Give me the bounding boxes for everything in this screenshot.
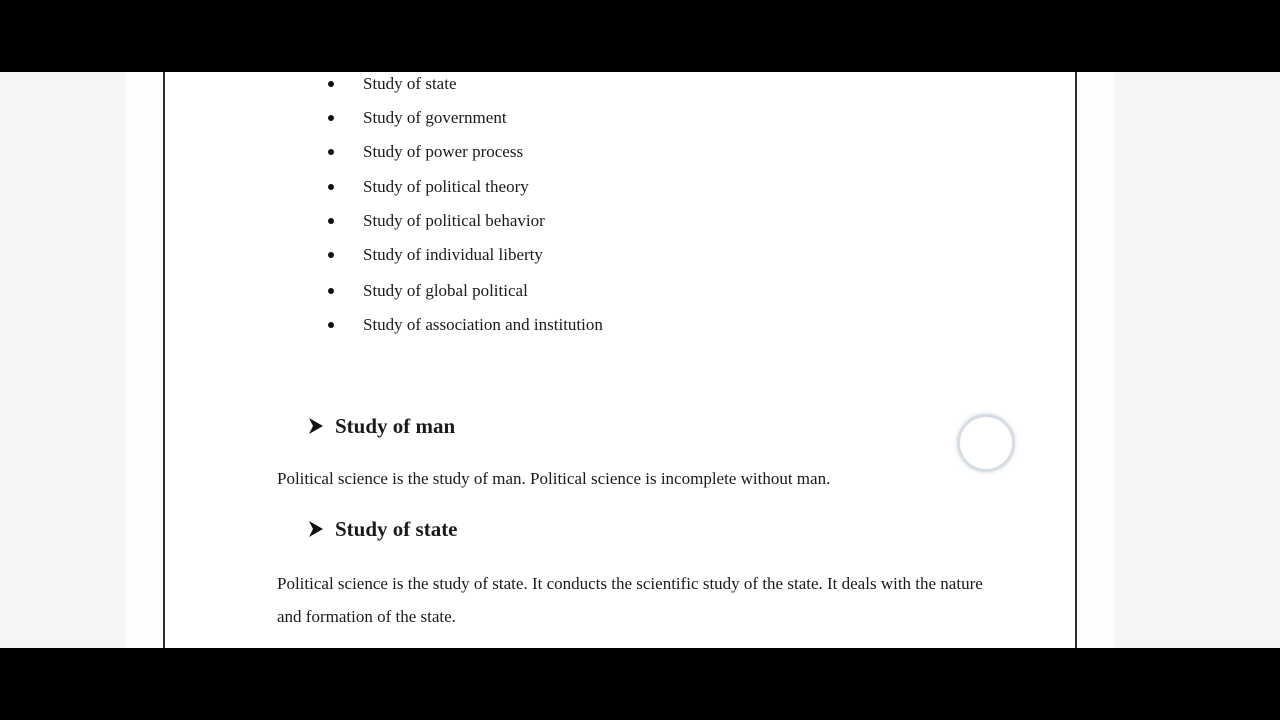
document-viewport[interactable] (0, 72, 1280, 648)
list-item-text: Study of individual liberty (363, 245, 543, 264)
bullet-icon (328, 184, 334, 190)
gutter-right (1114, 72, 1280, 648)
arrowhead-right-icon (308, 520, 324, 538)
section-heading-text: Study of state (335, 517, 458, 541)
arrowhead-right-icon (308, 417, 324, 435)
letterbox-top (0, 0, 1280, 72)
list-item-text: Study of power process (363, 142, 524, 161)
document-page (163, 72, 1077, 648)
list-item-text: Study of state (363, 74, 457, 93)
list-item-text: Study of association and institution (363, 315, 603, 334)
bullet-icon (328, 322, 334, 328)
touch-ring-icon (957, 414, 1015, 472)
bullet-icon (328, 252, 334, 258)
list-item-text: Study of global political (363, 281, 528, 300)
bullet-icon (328, 115, 334, 121)
section-paragraph: Political science is the study of state. It conducts the scientific study of the state. It deals with the nature and formation of the state. (277, 574, 983, 626)
bullet-icon (328, 218, 334, 224)
list-item-text: Study of political theory (363, 177, 529, 196)
gutter-left (0, 72, 125, 648)
section-paragraph: Political science is the study of man. Political science is incomplete without man. (277, 469, 831, 488)
bullet-icon (328, 149, 334, 155)
list-item-text: Study of political behavior (363, 211, 545, 230)
bullet-icon (328, 81, 334, 87)
list-item-text: Study of government (363, 108, 507, 127)
letterbox-bottom (0, 648, 1280, 720)
bullet-icon (328, 288, 334, 294)
section-heading-text: Study of man (335, 414, 456, 438)
